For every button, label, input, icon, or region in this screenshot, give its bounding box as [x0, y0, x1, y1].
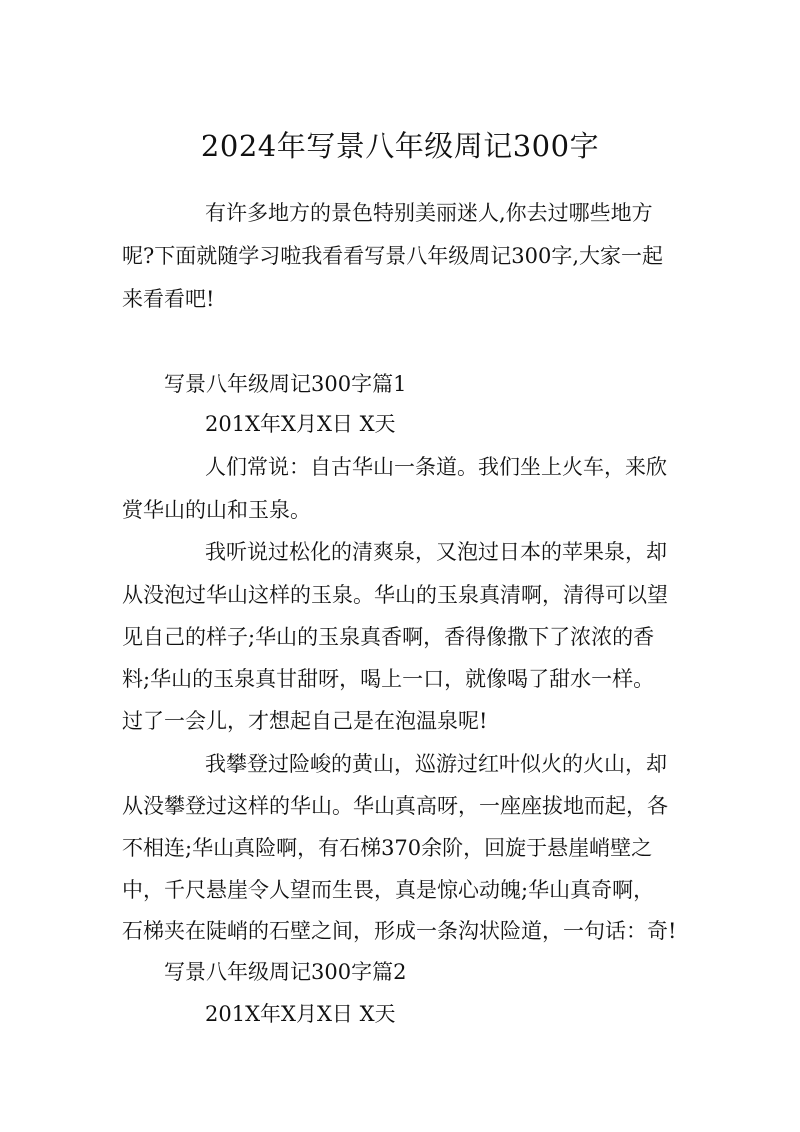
- section1-p1-line-2: 赏华山的山和玉泉。: [122, 498, 311, 522]
- section1-p2-line-4: 料;华山的玉泉真甘甜呀，喝上一口，就像喝了甜水一样。: [122, 667, 655, 691]
- section1-p2-line-2: 从没泡过华山这样的玉泉。华山的玉泉真清啊，清得可以望: [122, 583, 668, 607]
- section1-p3-line-5: 石梯夹在陡峭的石壁之间，形成一条沟状险道，一句话：奇!: [122, 919, 677, 943]
- section1-p3-line-2: 从没攀登过这样的华山。华山真高呀，一座座拔地而起，各: [122, 794, 668, 818]
- section1-p2-line-5: 过了一会儿，才想起自己是在泡温泉呢!: [122, 709, 488, 733]
- section1-p2-line-1: 我听说过松化的清爽泉，又泡过日本的苹果泉，却: [205, 540, 667, 564]
- intro-line-2: 呢?下面就随学习啦我看看写景八年级周记300字,大家一起: [122, 244, 664, 268]
- section2-heading: 写景八年级周记300字篇2: [164, 960, 407, 984]
- document-title: 2024年写景八年级周记300字: [200, 129, 600, 163]
- section1-p2-line-3: 见自己的样子;华山的玉泉真香啊，香得像撒下了浓浓的香: [122, 625, 655, 649]
- section1-p3-line-4: 中，千尺悬崖令人望而生畏，真是惊心动魄;华山真奇啊，: [122, 878, 655, 902]
- section1-heading: 写景八年级周记300字篇1: [164, 372, 407, 396]
- intro-line-3: 来看看吧!: [122, 287, 215, 311]
- section2-date: 201X年X月X日 X天: [205, 1002, 396, 1026]
- section1-date: 201X年X月X日 X天: [205, 412, 396, 436]
- intro-line-1: 有许多地方的景色特别美丽迷人,你去过哪些地方: [205, 201, 653, 225]
- section1-p1-line-1: 人们常说：自古华山一条道。我们坐上火车，来欣: [205, 455, 667, 479]
- section1-p3-line-1: 我攀登过险峻的黄山，巡游过红叶似火的火山，却: [205, 752, 667, 776]
- section1-p3-line-3: 不相连;华山真险啊，有石梯370余阶，回旋于悬崖峭壁之: [122, 836, 653, 860]
